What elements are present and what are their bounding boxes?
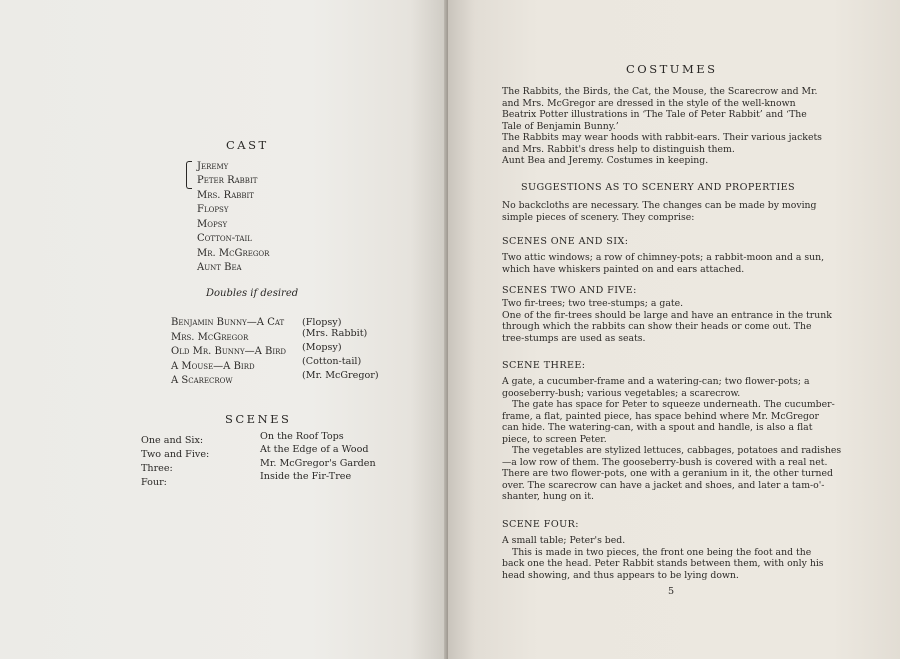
cast-name: Jeremy <box>197 161 229 172</box>
double-paren: (Mr. McGregor) <box>302 370 379 381</box>
text-line: The gate has space for Peter to squeeze underneath. The cucumber- <box>512 399 835 410</box>
text-line: The Rabbits may wear hoods with rabbit-ears. Their various jackets <box>502 132 822 143</box>
text-line: Tale of Benjamin Bunny.’ <box>502 120 619 132</box>
scenery-heading: SUGGESTIONS AS TO SCENERY AND PROPERTIES <box>521 182 796 193</box>
text-line: through which the rabbits can show their heads or come out. The <box>502 321 812 332</box>
text-line: Two attic windows; a row of chimney-pots; a rabbit-moon and a sun, <box>502 252 825 263</box>
double-paren: (Mopsy) <box>302 342 342 353</box>
right-page <box>448 0 900 659</box>
scene-label: One and Six: <box>141 435 204 446</box>
cast-name: Cotton-tail <box>197 233 252 244</box>
cast-name: Aunt Bea <box>197 262 242 273</box>
text-line: tree-stumps are used as seats. <box>502 332 646 344</box>
scene-one-six-heading: SCENES ONE AND SIX: <box>502 236 629 247</box>
text-line: and Mrs. McGregor are dressed in the style of the well-known <box>502 97 796 109</box>
text-line: A gate, a cucumber-frame and a watering-can; two flower-pots; a <box>502 376 810 387</box>
costumes-heading: COSTUMES <box>626 62 718 76</box>
double-role: Mrs. McGregor <box>171 332 249 343</box>
text-line: gooseberry-bush; various vegetables; a scarecrow. <box>502 387 741 399</box>
cast-heading: CAST <box>226 138 269 152</box>
double-role: A Mouse—A Bird <box>171 361 255 372</box>
scenes-heading: SCENES <box>225 412 292 426</box>
double-role: Old Mr. Bunny—A Bird <box>171 346 287 357</box>
text-line: and Mrs. Rabbit's dress help to distinguish them. <box>502 143 735 155</box>
scene-place: At the Edge of a Wood <box>260 444 369 455</box>
cast-name: Mr. McGregor <box>197 248 270 259</box>
text-line: Beatrix Potter illustrations in ‘The Tale of Peter Rabbit’ and ‘The <box>502 109 807 120</box>
text-line: head showing, and thus appears to be lying down. <box>502 569 739 581</box>
text-line: The vegetables are stylized lettuces, cabbages, potatoes and radishes <box>512 445 842 456</box>
cast-name: Flopsy <box>197 204 229 215</box>
double-role: A Scarecrow <box>171 375 233 386</box>
page-number: 5 <box>668 586 675 597</box>
scene-three-text <box>502 376 841 503</box>
scenery-paragraph <box>502 200 817 223</box>
text-line: which have whiskers painted on and ears attached. <box>502 263 745 275</box>
text-line: No backcloths are necessary. The changes can be made by moving <box>502 200 817 211</box>
scene-label: Two and Five: <box>141 449 210 460</box>
scene-place: Mr. McGregor's Garden <box>260 458 376 469</box>
text-line: can hide. The watering-can, with a spout and handle, is also a flat <box>502 422 813 433</box>
double-role: Benjamin Bunny—A Cat <box>171 317 285 328</box>
text-line: piece, to screen Peter. <box>502 433 607 445</box>
scene-label: Four: <box>141 477 167 488</box>
scene-two-five-text <box>502 298 832 344</box>
text-line: frame, a flat, painted piece, has space behind where Mr. McGregor <box>502 410 819 422</box>
cast-name: Mopsy <box>197 219 228 230</box>
costumes-paragraph <box>502 86 822 167</box>
text-line: One of the fir-trees should be large and have an entrance in the trunk <box>502 309 832 321</box>
scene-place: Inside the Fir-Tree <box>260 471 352 482</box>
text-line: simple pieces of scenery. They comprise: <box>502 211 695 223</box>
text-line: back one the head. Peter Rabbit stands between them, with only his <box>502 558 824 569</box>
cast-name: Mrs. Rabbit <box>197 190 254 201</box>
scene-three-heading: SCENE THREE: <box>502 360 586 371</box>
text-line: A small table; Peter's bed. <box>502 535 626 546</box>
text-line: Aunt Bea and Jeremy. Costumes in keeping. <box>502 155 709 166</box>
double-paren: (Mrs. Rabbit) <box>302 328 368 339</box>
text-line: Two fir-trees; two tree-stumps; a gate. <box>502 298 684 309</box>
scene-four-heading: SCENE FOUR: <box>502 519 579 530</box>
scene-place: On the Roof Tops <box>260 431 344 442</box>
scene-four-text <box>502 535 824 581</box>
cast-name: Peter Rabbit <box>197 175 258 186</box>
double-paren: (Flopsy) <box>302 317 342 328</box>
scene-label: Three: <box>141 463 173 474</box>
doubles-heading: Doubles if desired <box>206 288 299 299</box>
text-line: There are two flower-pots, one with a geranium in it, the other turned <box>502 468 833 479</box>
scene-one-six-text <box>502 252 824 275</box>
scene-two-five-heading: SCENES TWO AND FIVE: <box>502 285 637 296</box>
text-line: over. The scarecrow can have a jacket and shoes, and later a tam-o'- <box>502 479 825 491</box>
left-page <box>0 0 446 659</box>
text-line: This is made in two pieces, the front one being the foot and the <box>512 546 812 558</box>
text-line: The Rabbits, the Birds, the Cat, the Mouse, the Scarecrow and Mr. <box>502 86 818 97</box>
text-line: —a low row of them. The gooseberry-bush is covered with a real net. <box>502 456 828 468</box>
text-line: shanter, hung on it. <box>502 491 594 502</box>
double-paren: (Cotton-tail) <box>302 356 362 367</box>
cast-bracket <box>186 161 192 189</box>
